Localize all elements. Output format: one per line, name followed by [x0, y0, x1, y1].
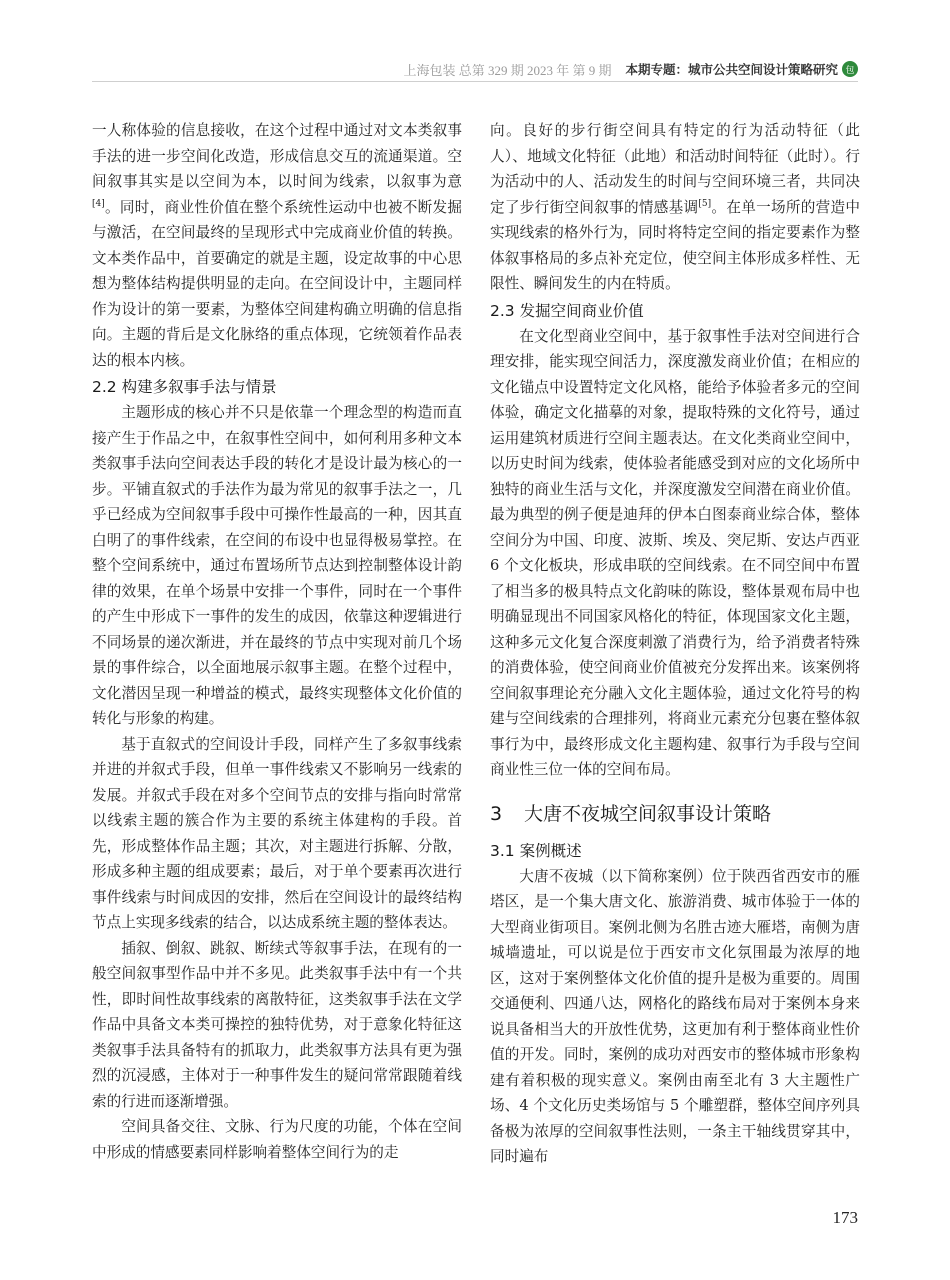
page-number: 173: [832, 1208, 858, 1227]
paragraph: 一人称体验的信息接收，在这个过程中通过对文本类叙事手法的进一步空间化改造，形成信息交互的流通渠道。空间叙事其实是以空间为本，以时间为线索，以叙事为意[4]。同时，商业性价值在整个系统性运动中也被不断发掘与激活，在空间最终的呈现形式中完成商业价值的转换。文本类作品中，首要确定的就是主题，设定故事的中心思想为整体结构提供明显的走向。在空间设计中，主题同样作为设计的第一要素，为整体空间建构确立明确的信息指向。主题的背后是文化脉络的重点体现，它统领着作品表达的根本内核。: [92, 122, 462, 369]
section-heading-2-2: 2.2 构建多叙事手法与情景: [92, 378, 277, 396]
chapter-number: 3: [490, 802, 503, 825]
chapter-title: 大唐不夜城空间叙事设计策略: [524, 802, 772, 825]
header-divider: [92, 81, 858, 82]
section-heading-2-3: 2.3 发掘空间商业价值: [490, 301, 644, 320]
journal-logo-icon: 包: [842, 61, 858, 77]
chapter-heading-3: [490, 799, 860, 829]
section-heading-3-1: 3.1 案例概述: [490, 841, 582, 860]
citation: [5]: [698, 198, 712, 209]
right-column: [490, 118, 860, 1170]
journal-info: 上海包装 总第 329 期 2023 年 第 9 期: [403, 62, 612, 78]
running-header: [92, 58, 858, 80]
issue-topic: 本期专题：城市公共空间设计策略研究: [625, 62, 838, 77]
citation: [4]: [92, 198, 105, 209]
left-column: [92, 118, 462, 1165]
paragraph: 基于直叙式的空间设计手段，同样产生了多叙事线索并进的并叙式手段，但单一事件线索又不影响另一线索的发展。并叙式手段在对多个空间节点的安排与指向时常常以线索主题的簇合作为主要的系统主体建构的手段。首先，形成整体作品主题；其次，对主题进行拆解、分散，形成多种主题的组成要素；最后，对于单个要素再次进行事件线索与时间成因的安排，然后在空间设计的最终结构节点上实现多线索的结合，以达成系统主题的整体表达。: [92, 735, 462, 931]
paragraph: 插叙、倒叙、跳叙、断续式等叙事手法，在现有的一般空间叙事型作品中并不多见。此类叙事手法中有一个共性，即时间性故事线索的离散特征，这类叙事手法在文学作品中具备文本类可操控的独特优势，对于意象化特征这类叙事手法具备特有的抓取力，此类叙事方法具有更为强烈的沉浸感，主体对于一种事件发生的疑问常常跟随着线索的行进而逐渐增强。: [92, 939, 462, 1110]
paragraph: 大唐不夜城（以下简称案例）位于陕西省西安市的雁塔区，是一个集大唐文化、旅游消费、城市体验于一体的大型商业街项目。案例北侧为名胜古迹大雁塔，南侧为唐城墙遗址，可以说是位于西安市文化氛围最为浓厚的地区，这对于案例整体文化价值的提升是极为重要的。周围交通便利、四通八达，网格化的路线布局对于案例本身来说具备相当大的开放性优势，这更加有利于整体商业性价值的开发。同时，案例的成功对西安市的整体城市形象构建有着积极的现实意义。案例由南至北有 3 大主题性广场、4 个文化历史类场馆与 5 个雕塑群，整体空间序列具备极为浓厚的空间叙事性法则，一条主干轴线贯穿其中，同时遍布: [490, 867, 860, 1165]
paragraph: 向。良好的步行街空间具有特定的行为活动特征（此人）、地域文化特征（此地）和活动时间特征（此时）。行为活动中的人、活动发生的时间与空间环境三者，共同决定了步行街空间叙事的情感基调[5]。在单一场所的营造中实现线索的格外行为，同时将特定空间的指定要素作为整体叙事格局的多点补充定位，使空间主体形成多样性、无限性、瞬间发生的内在特质。: [490, 122, 860, 292]
paragraph: 在文化型商业空间中，基于叙事性手法对空间进行合理安排，能实现空间活力，深度激发商业价值；在相应的文化锚点中设置特定文化风格，能给予体验者多元的空间体验，确定文化描摹的对象，提取特殊的文化符号，通过运用建筑材质进行空间主题表达。在文化类商业空间中，以历史时间为线索，使体验者能感受到对应的文化场所中独特的商业生活与文化，并深度激发空间潜在商业价值。最为典型的例子便是迪拜的伊本白图泰商业综合体，整体空间分为中国、印度、波斯、埃及、突尼斯、安达卢西亚 6 个文化板块，形成串联的空间线索。在不同空间中布置了相当多的极具特点文化韵味的陈设，整体景观布局中也明确显现出不同国家风格化的特征，体现国家文化主题，这种多元文化复合深度刺激了消费行为，给予消费者特殊的消费体验，使空间商业价值被充分发挥出来。该案例将空间叙事理论充分融入文化主题体验，通过文化符号的构建与空间线索的合理排列，将商业元素充分包裹在整体叙事行为中，最终形成文化主题构建、叙事行为手段与空间商业性三位一体的空间布局。: [490, 327, 860, 778]
paragraph: 空间具备交往、文脉、行为尺度的功能，个体在空间中形成的情感要素同样影响着整体空间行为的走: [92, 1118, 462, 1161]
paragraph: 主题形成的核心并不只是依靠一个理念型的构造而直接产生于作品之中，在叙事性空间中，如何利用多种文本类叙事手法向空间表达手段的转化才是设计最为核心的一步。平铺直叙式的手法作为最为常见的叙事手法之一，几乎已经成为空间叙事手段中可操作性最高的一种，因其直白明了的事件线索，在空间的布设中也显得极易掌控。在整个空间系统中，通过布置场所节点达到控制整体设计韵律的效果，在单个场景中安排一个事件，同时在一个事件的产生中形成下一事件的发生的成因，依靠这种逻辑进行不同场景的递次渐进，并在最终的节点中实现对前几个场景的事件综合，以全面地展示叙事主题。在整个过程中，文化潜因呈现一种增益的模式，最终实现整体文化价值的转化与形象的构建。: [92, 404, 462, 727]
